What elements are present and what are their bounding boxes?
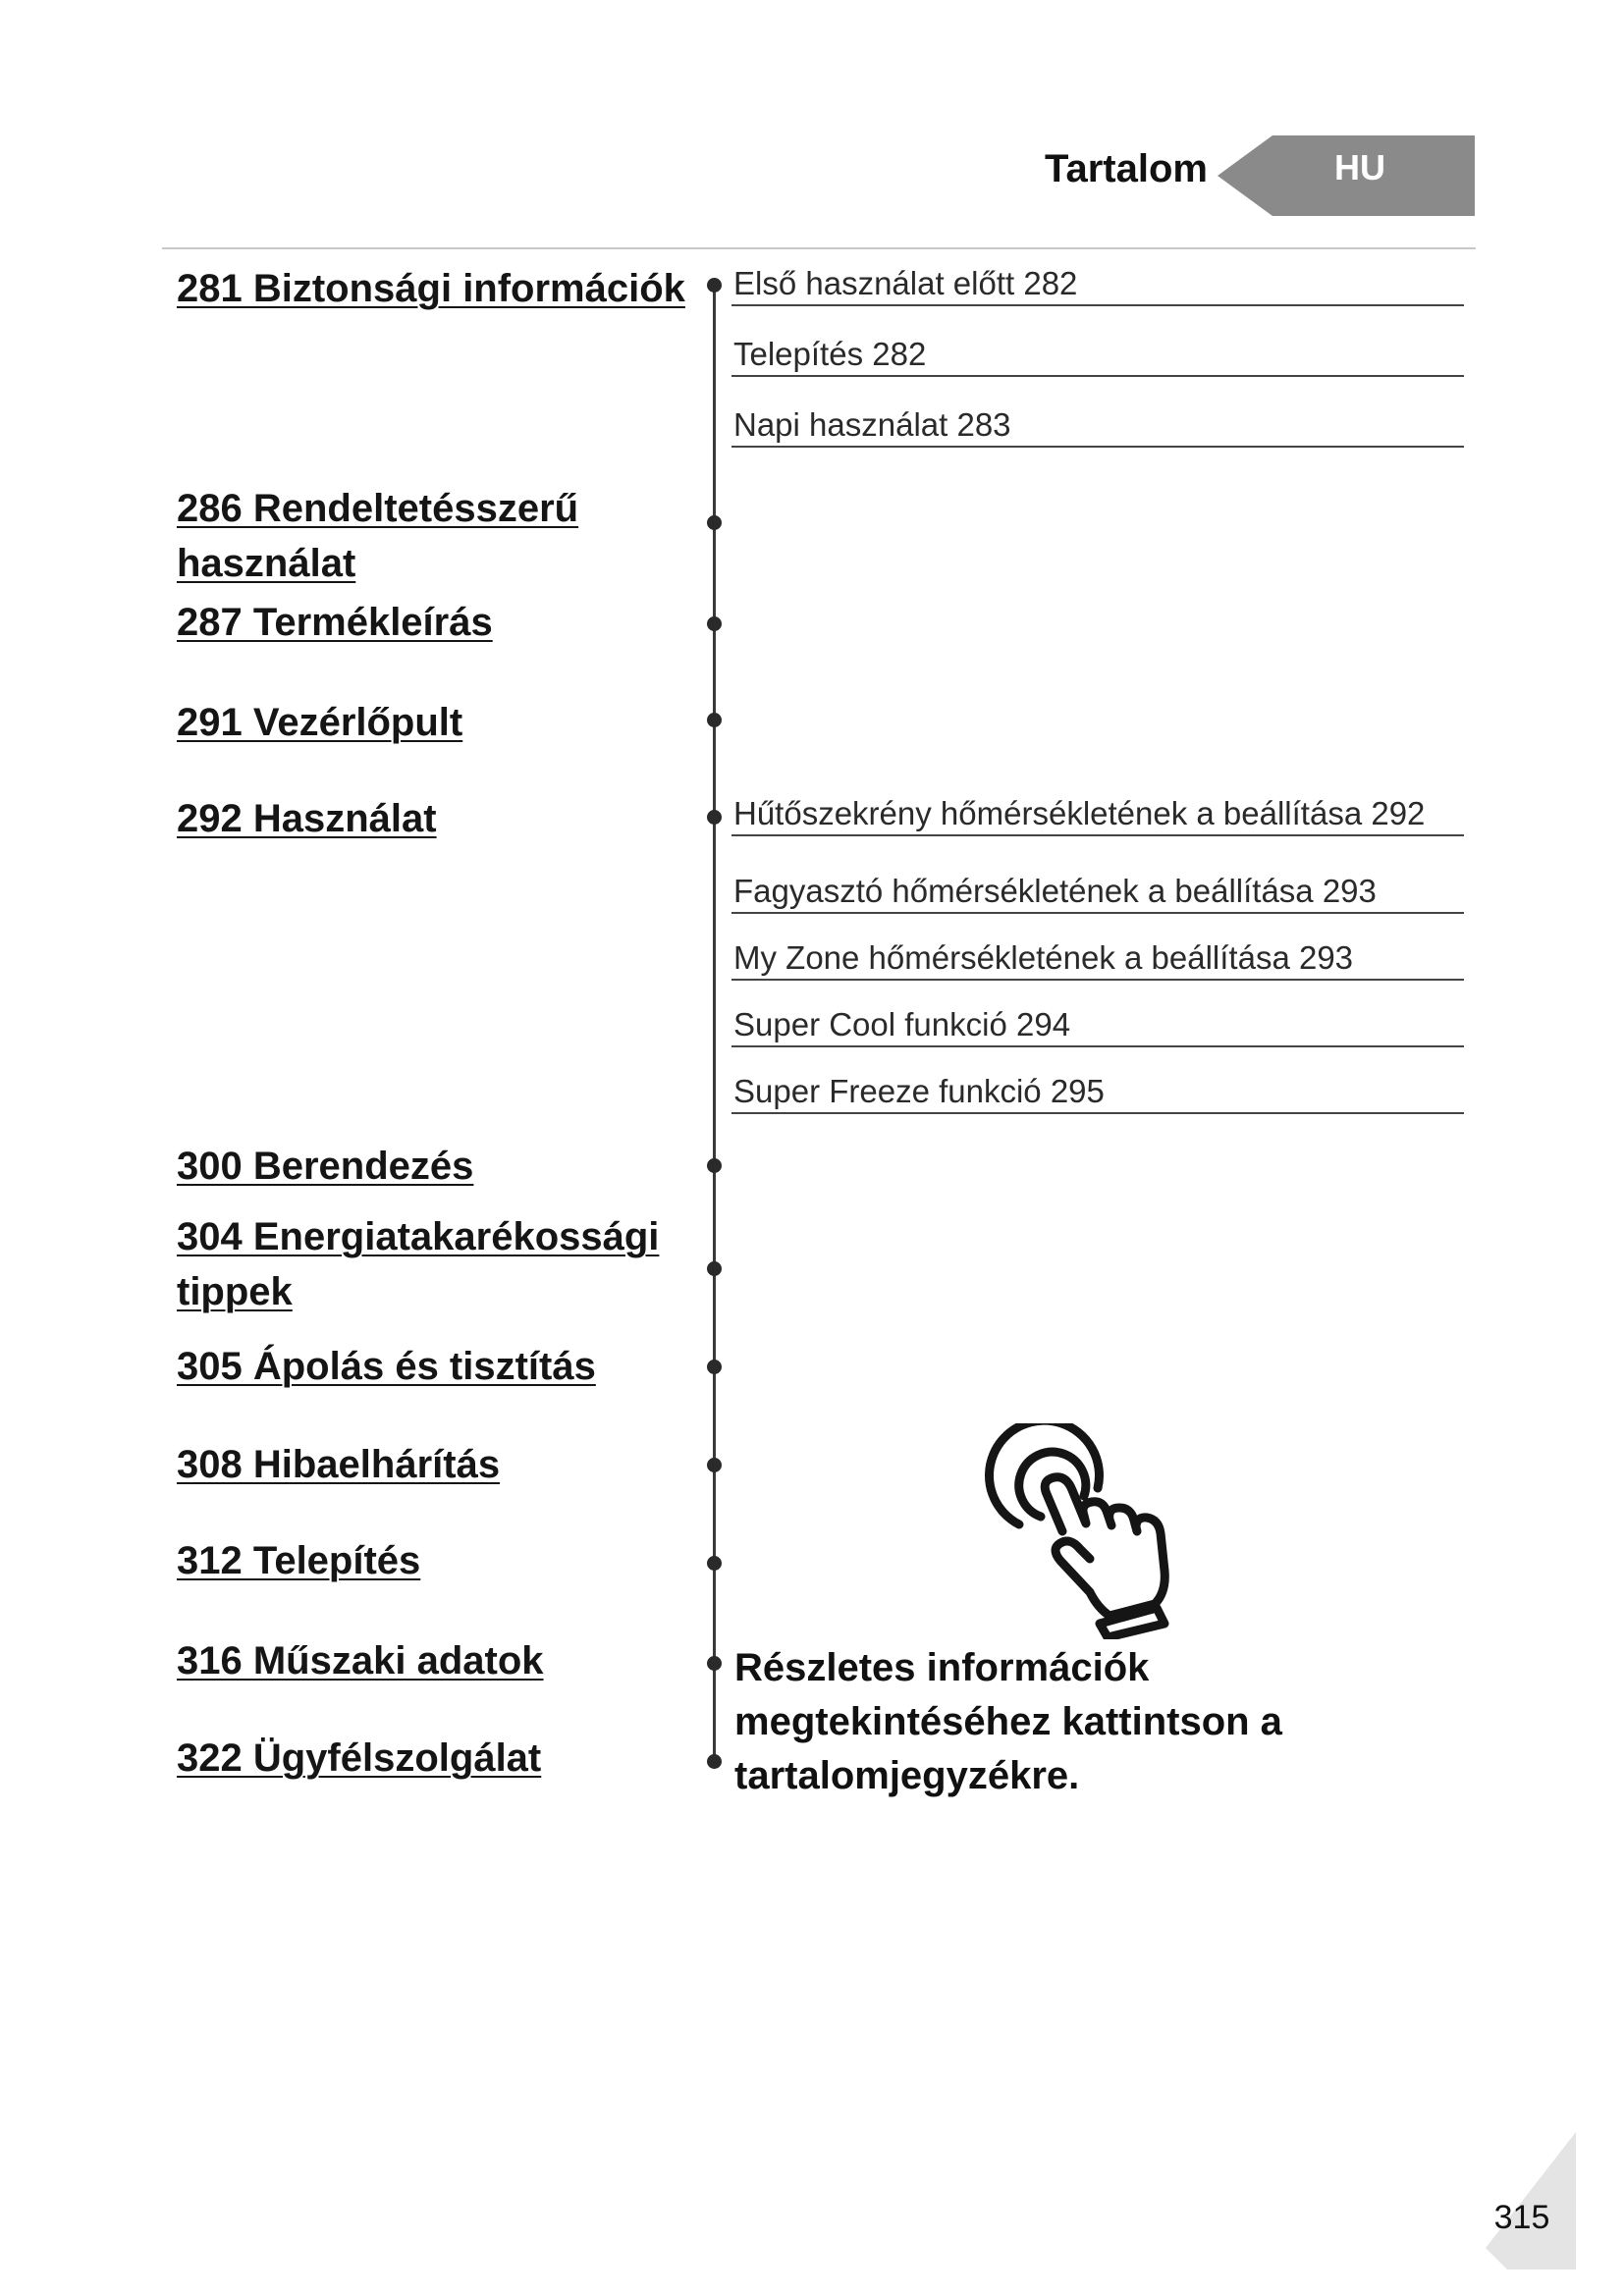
toc-subentry-label: Super Cool funkció 294 bbox=[733, 1006, 1071, 1042]
toc-entry-hasznalat[interactable]: 292 Használat bbox=[177, 797, 437, 840]
toc-entry-ugyfelszolgalat[interactable]: 322 Ügyfélszolgálat bbox=[177, 1736, 542, 1780]
timeline-dot bbox=[707, 1656, 722, 1671]
toc-subentry-elso-hasznalat-elott[interactable] bbox=[731, 261, 1464, 306]
toc-entry-vezerlopult[interactable]: 291 Vezérlőpult bbox=[177, 701, 463, 744]
toc-timeline bbox=[713, 283, 716, 1765]
note-line: Részletes információk bbox=[734, 1646, 1150, 1689]
toc-subentry-super-cool[interactable] bbox=[731, 1002, 1464, 1047]
toc-instruction-note bbox=[734, 1641, 1422, 1803]
toc-entry-termekleiras[interactable]: 287 Termékleírás bbox=[177, 601, 493, 644]
toc-subentry-label: Hűtőszekrény hőmérsékletének a beállítása 292 bbox=[733, 795, 1426, 831]
timeline-dot bbox=[707, 713, 722, 727]
toc-subentry-fagyaszto-homerseklet[interactable] bbox=[731, 869, 1464, 914]
timeline-dot bbox=[707, 1458, 722, 1472]
toc-subentry-label: Első használat előtt 282 bbox=[733, 265, 1078, 301]
page-title: Tartalom bbox=[1045, 147, 1208, 190]
toc-entry-muszaki-adatok[interactable]: 316 Műszaki adatok bbox=[177, 1639, 544, 1682]
toc-entry-biztonsagi-informaciok[interactable]: 281 Biztonsági információk bbox=[177, 267, 685, 310]
toc-subentry-label: Napi használat 283 bbox=[733, 406, 1011, 443]
toc-entry-telepites[interactable]: 312 Telepítés bbox=[177, 1539, 421, 1582]
language-badge bbox=[1218, 135, 1475, 216]
toc-entry-rendeltetesszeru-hasznalat[interactable] bbox=[177, 481, 578, 591]
note-line: megtekintéséhez kattintson a bbox=[734, 1700, 1282, 1743]
toc-subentry-label: My Zone hőmérsékletének a beállítása 293 bbox=[733, 939, 1354, 976]
timeline-dot bbox=[707, 1261, 722, 1276]
toc-subentry-label: Fagyasztó hőmérsékletének a beállítása 293 bbox=[733, 873, 1377, 909]
toc-subentry-napi-hasznalat[interactable] bbox=[731, 402, 1464, 448]
timeline-dot bbox=[707, 616, 722, 631]
timeline-dot bbox=[707, 1556, 722, 1571]
tap-hand-icon bbox=[982, 1423, 1198, 1639]
toc-entry-line: tippek bbox=[177, 1270, 293, 1313]
timeline-dot bbox=[707, 1158, 722, 1173]
toc-entry-line: 286 Rendeltetésszerű bbox=[177, 487, 579, 530]
toc-subentry-label: Telepítés 282 bbox=[733, 336, 927, 372]
toc-entry-line: használat bbox=[177, 542, 356, 585]
toc-subentry-label: Super Freeze funkció 295 bbox=[733, 1073, 1105, 1109]
toc-subentry-super-freeze[interactable] bbox=[731, 1069, 1464, 1114]
toc-subentry-hutoszekreny-homerseklet[interactable] bbox=[731, 791, 1464, 836]
language-code: HU bbox=[1334, 147, 1385, 187]
header-divider bbox=[162, 247, 1476, 249]
timeline-dot bbox=[707, 810, 722, 825]
toc-entry-line: 304 Energiatakarékossági bbox=[177, 1215, 660, 1258]
toc-entry-hibaelharitas[interactable]: 308 Hibaelhárítás bbox=[177, 1443, 501, 1486]
timeline-dot bbox=[707, 1754, 722, 1769]
timeline-dot bbox=[707, 1360, 722, 1374]
note-line: tartalomjegyzékre. bbox=[734, 1754, 1080, 1797]
toc-entry-apolas-es-tisztitas[interactable]: 305 Ápolás és tisztítás bbox=[177, 1345, 596, 1388]
toc-entry-energiatakarekossagi-tippek[interactable] bbox=[177, 1209, 659, 1319]
toc-subentry-telepites[interactable] bbox=[731, 332, 1464, 377]
timeline-dot bbox=[707, 515, 722, 530]
toc-subentry-my-zone-homerseklet[interactable] bbox=[731, 935, 1464, 981]
timeline-dot bbox=[707, 278, 722, 293]
toc-entry-berendezes[interactable]: 300 Berendezés bbox=[177, 1145, 474, 1188]
page-number: 315 bbox=[1493, 2199, 1550, 2236]
